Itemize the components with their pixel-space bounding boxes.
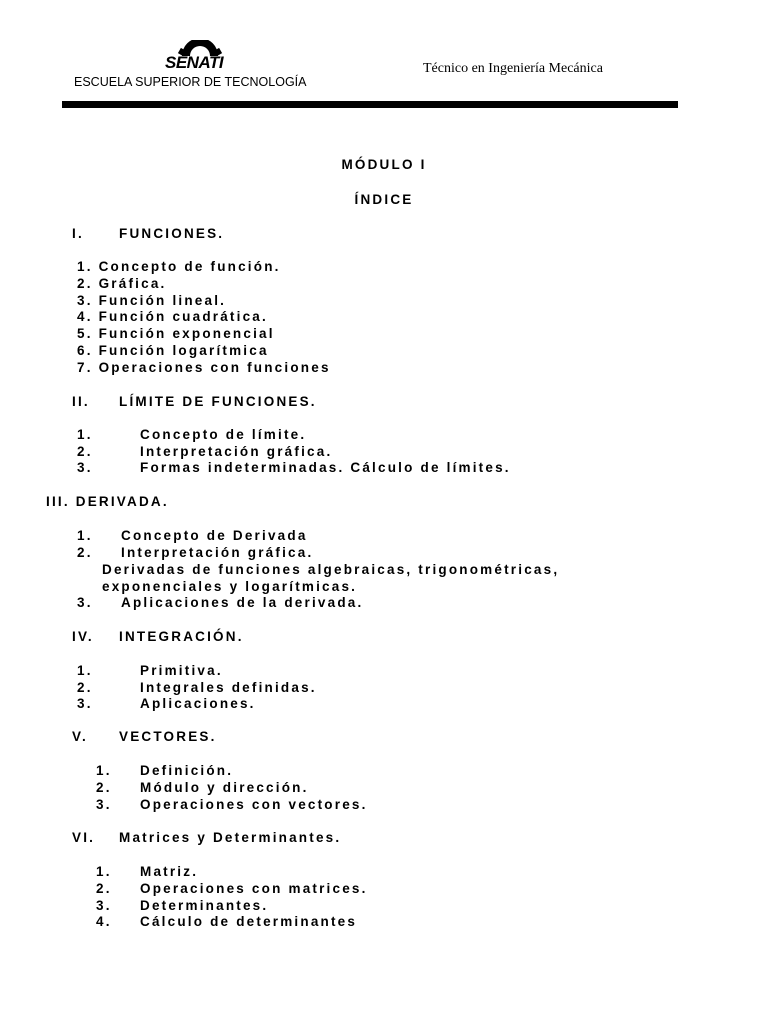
list-item-number: 3.	[77, 595, 93, 610]
section-1-number: I.	[72, 226, 84, 241]
list-item-number: 1.	[77, 663, 93, 678]
school-name: ESCUELA SUPERIOR DE TECNOLOGÍA	[74, 75, 307, 89]
list-item: Primitiva.	[140, 663, 223, 678]
list-item: 7. Operaciones con funciones	[77, 360, 331, 375]
section-1-title: FUNCIONES.	[119, 226, 225, 241]
list-item: 3. Función lineal.	[77, 293, 227, 308]
list-item-number: 3.	[96, 898, 112, 913]
list-item: Aplicaciones.	[140, 696, 256, 711]
list-item: Módulo y dirección.	[140, 780, 309, 795]
senati-logo	[160, 40, 240, 76]
list-item-number: 1.	[77, 528, 93, 543]
section-4-title: INTEGRACIÓN.	[119, 629, 244, 644]
list-item: 1. Concepto de función.	[77, 259, 281, 274]
list-item: Interpretación gráfica.	[140, 444, 333, 459]
list-item: Operaciones con matrices.	[140, 881, 368, 896]
list-item: 5. Función exponencial	[77, 326, 275, 341]
list-item: Concepto de límite.	[140, 427, 307, 442]
list-item-number: 2.	[77, 545, 93, 560]
list-item: Derivadas de funciones algebraicas, trigonométricas,	[102, 562, 560, 577]
list-item-number: 1.	[77, 427, 93, 442]
course-name: Técnico en Ingeniería Mecánica	[423, 61, 603, 76]
section-2-number: II.	[72, 394, 90, 409]
section-3-heading: III. DERIVADA.	[46, 494, 169, 509]
list-item: 4. Función cuadrática.	[77, 309, 268, 324]
list-item: 6. Función logarítmica	[77, 343, 269, 358]
list-item: Matriz.	[140, 864, 199, 879]
index-title: ÍNDICE	[354, 192, 414, 207]
header-divider	[62, 101, 678, 108]
list-item-number: 2.	[77, 444, 93, 459]
list-item-number: 4.	[96, 914, 112, 929]
module-title: MÓDULO I	[341, 157, 427, 172]
section-6-number: VI.	[72, 830, 96, 845]
list-item-number: 2.	[96, 780, 112, 795]
list-item-number: 1.	[96, 864, 112, 879]
section-4-number: IV.	[72, 629, 94, 644]
list-item: Interpretación gráfica.	[121, 545, 314, 560]
section-5-number: V.	[72, 729, 88, 744]
list-item: Determinantes.	[140, 898, 269, 913]
list-item: 2. Gráfica.	[77, 276, 167, 291]
list-item: Operaciones con vectores.	[140, 797, 368, 812]
section-6-title: Matrices y Determinantes.	[119, 830, 342, 845]
list-item: Aplicaciones de la derivada.	[121, 595, 364, 610]
list-item: Integrales definidas.	[140, 680, 317, 695]
list-item: Definición.	[140, 763, 234, 778]
list-item: Concepto de Derivada	[121, 528, 308, 543]
list-item-number: 3.	[96, 797, 112, 812]
list-item: Cálculo de determinantes	[140, 914, 358, 929]
list-item-number: 3.	[77, 460, 93, 475]
list-item: exponenciales y logarítmicas.	[102, 579, 358, 594]
list-item-number: 1.	[96, 763, 112, 778]
logo-text: SENATI	[165, 53, 224, 72]
list-item-number: 3.	[77, 696, 93, 711]
list-item: Formas indeterminadas. Cálculo de límites.	[140, 460, 511, 475]
section-5-title: VECTORES.	[119, 729, 217, 744]
list-item-number: 2.	[77, 680, 93, 695]
list-item-number: 2.	[96, 881, 112, 896]
section-2-title: LÍMITE DE FUNCIONES.	[119, 394, 317, 409]
